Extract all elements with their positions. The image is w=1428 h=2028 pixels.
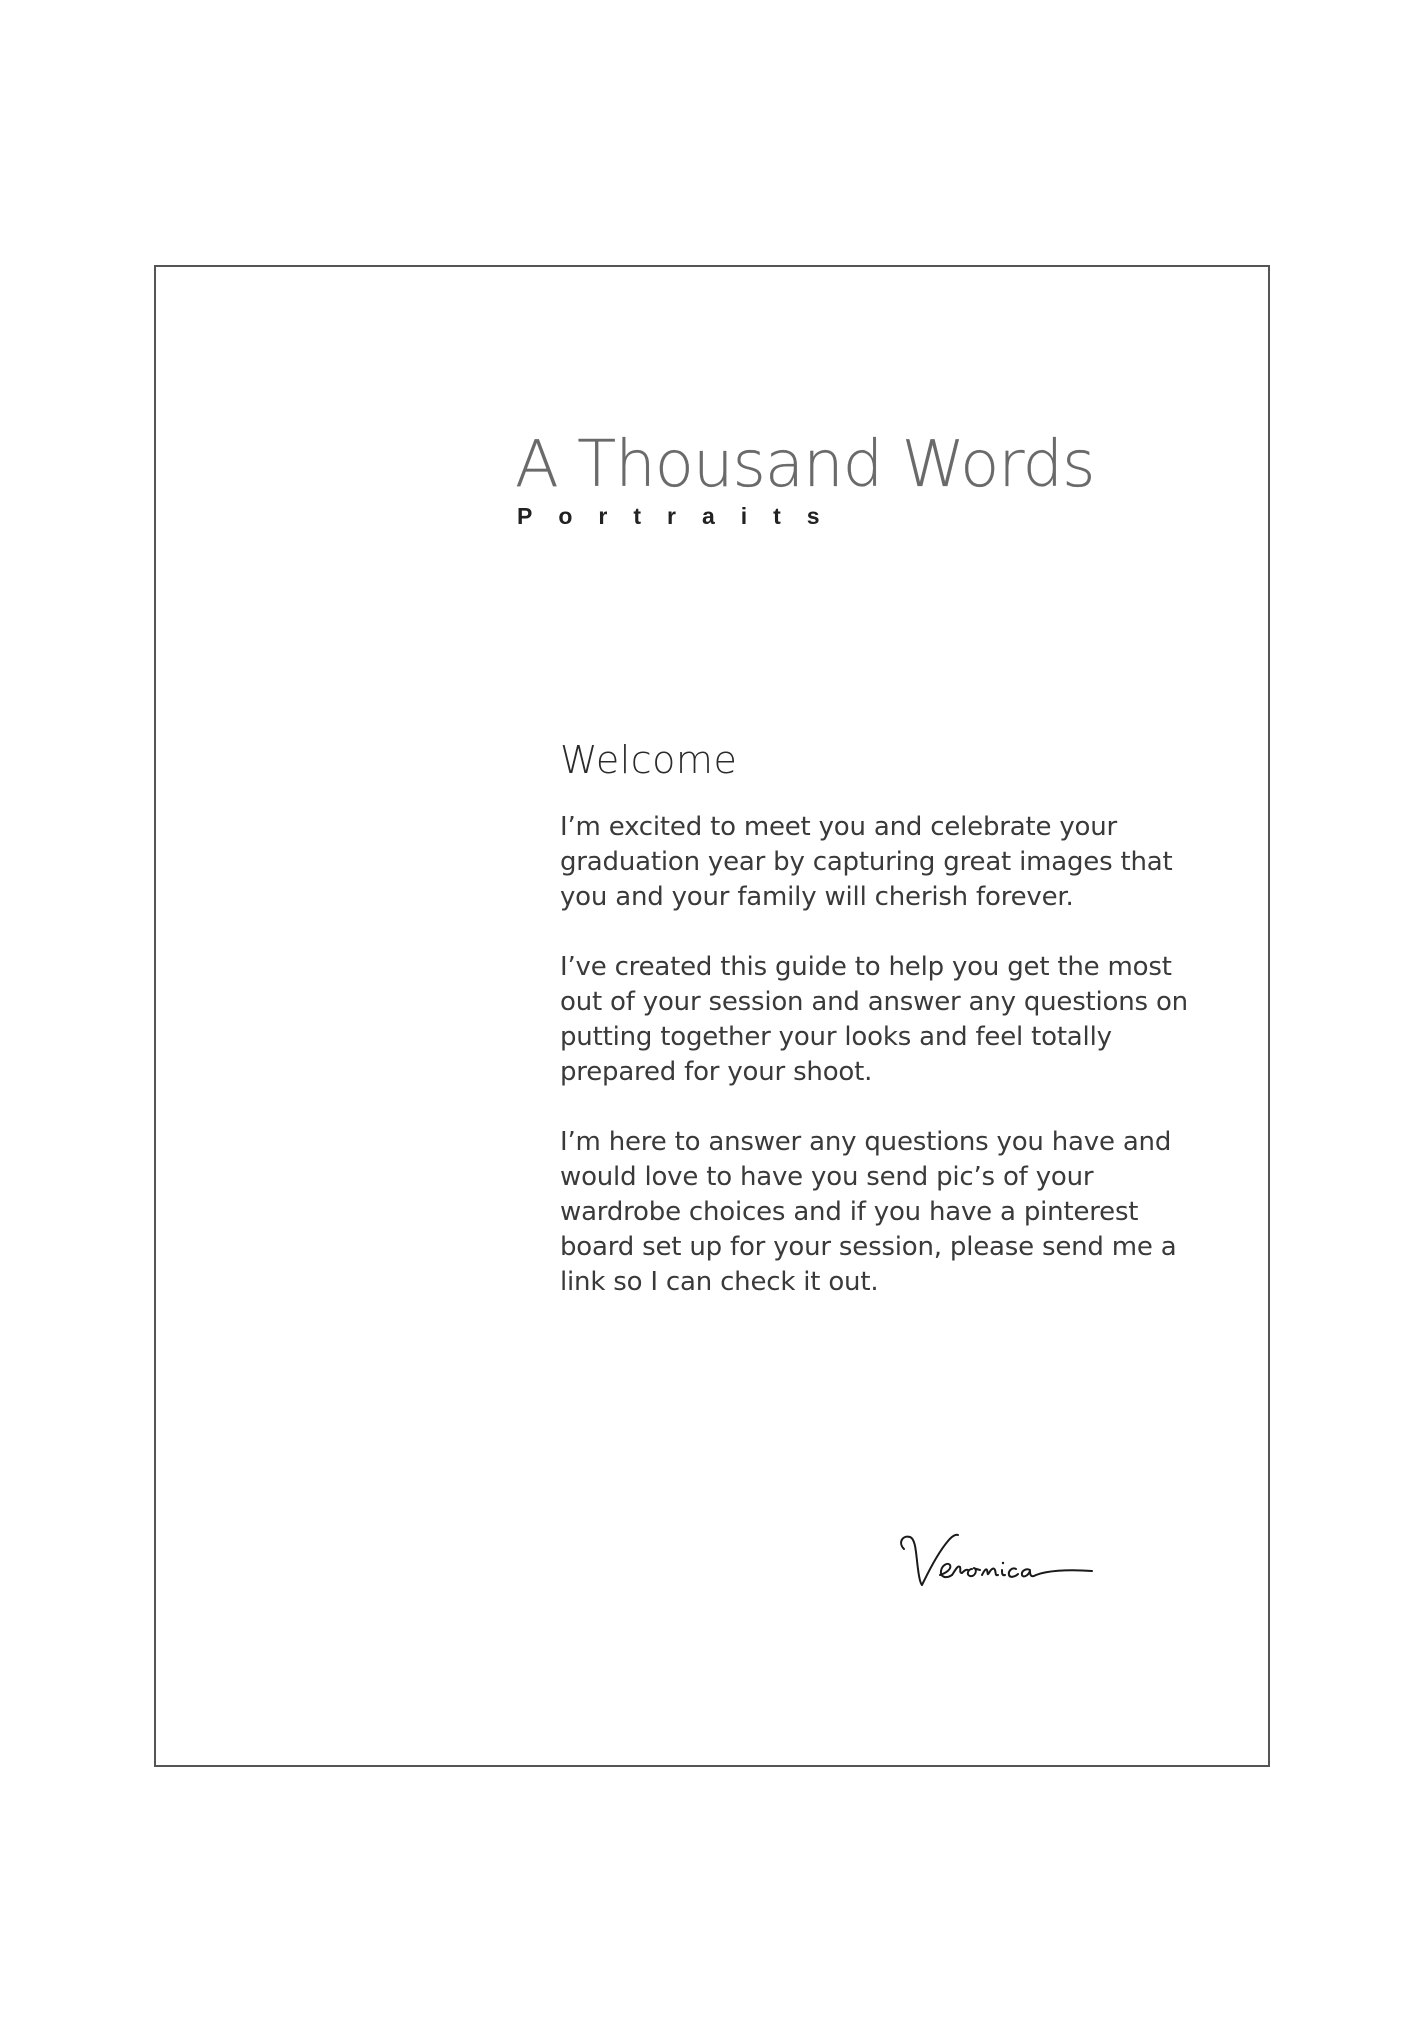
brand-subtitle: Portraits	[517, 503, 846, 529]
brand-title: A Thousand Words	[515, 428, 1095, 502]
letter-paragraph: I’m here to answer any questions you have and would love to have you send pic’s of your wardrobe choices and if you have a pinterest board set up for your session, please send me a link so I can check it out.	[560, 1127, 1177, 1297]
brand-logo	[515, 425, 1094, 530]
letter-body	[560, 738, 1220, 1335]
signature	[896, 1525, 1106, 1605]
letter-paragraph: I’ve created this guide to help you get the most out of your session and answer any questions on putting together your looks and feel totally prepared for your shoot.	[560, 952, 1188, 1087]
letter-heading: Welcome	[560, 738, 738, 782]
signature-icon	[896, 1525, 1106, 1605]
letter-paragraph: I’m excited to meet you and celebrate your graduation year by capturing great images that you and your family will cherish forever.	[560, 812, 1173, 912]
